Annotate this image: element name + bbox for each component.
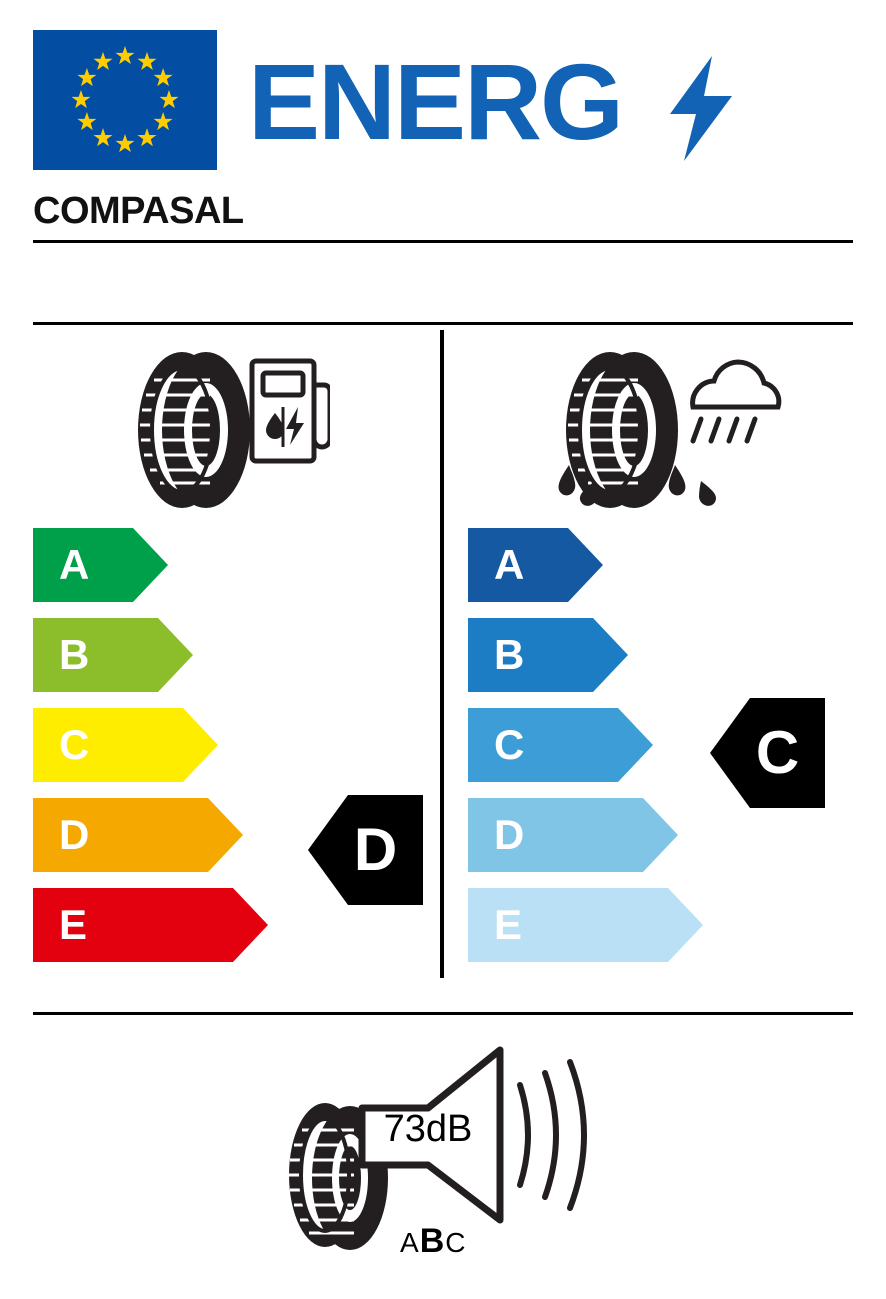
lightning-bolt-icon [666,56,736,161]
noise-value: 73dB [383,1108,473,1150]
grade-arrow-b [33,618,193,692]
divider-top-section [33,322,853,325]
divider-under-brand [33,240,853,243]
grade-arrow-a [33,528,168,602]
noise-class-scale [400,1222,466,1261]
noise-class-a: A [400,1227,420,1258]
label-header [33,30,853,170]
grade-letter: B [59,631,90,678]
fuel-class-badge [308,795,423,905]
wet-grip-class-badge [710,698,825,808]
grade-letter: C [494,721,525,768]
grade-letter: A [59,541,90,588]
eu-flag-icon [33,30,217,170]
brand-name: COMPASAL [33,190,244,232]
fuel-class-letter: D [353,816,398,883]
grade-letter: A [494,541,525,588]
noise-class-active: B [419,1222,446,1260]
tyre-rain-cloud-icon [525,345,795,515]
tyre-fuel-pump-icon [120,345,330,515]
energy-wordmark: ENERG [248,41,623,162]
grade-letter: B [494,631,525,678]
grade-arrow-b [468,618,628,692]
wet-grip-class-letter: C [755,719,800,786]
grade-letter: D [59,811,90,858]
grade-arrow-a [468,528,603,602]
grade-letter: D [494,811,525,858]
divider-bottom-section [33,1012,853,1015]
grade-letter: E [59,901,88,948]
grade-letter: C [59,721,90,768]
grade-letter: E [494,901,523,948]
divider-vertical [440,330,444,978]
noise-class-c: C [445,1227,467,1258]
